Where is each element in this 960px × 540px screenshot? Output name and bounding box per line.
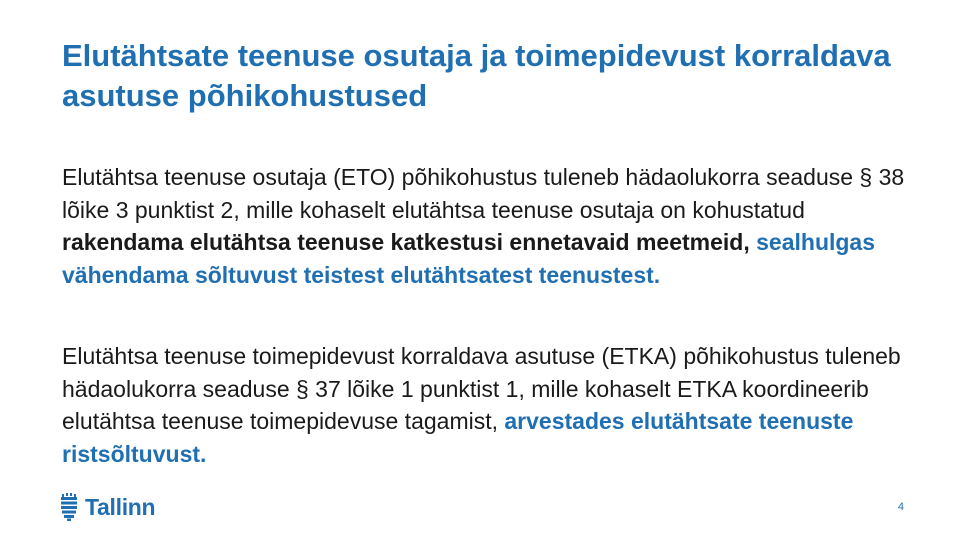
paragraph-etka-highlight: arvestades elutähtsate teenuste ristsõltuvust.: [62, 408, 854, 467]
paragraph-etka: [62, 340, 922, 470]
paragraph-etka-text: Elutähtsa teenuse toimepidevust korraldava asutuse (ETKA) põhikohustus tuleneb hädaolukorra seaduse § 37 lõike 1 punktist 1, mille kohaselt ETKA koordineerib elutähtsa teenuse toimepidevuse tagamist,: [62, 343, 901, 434]
paragraph-eto-bold: rakendama elutähtsa teenuse katkestusi ennetavaid meetmeid,: [62, 229, 750, 255]
paragraph-eto-text: Elutähtsa teenuse osutaja (ETO) põhikohustus tuleneb hädaolukorra seaduse § 38 lõike 3 punktist 2, mille kohaselt elutähtsa teenuse osutaja on kohustatud: [62, 164, 905, 223]
tallinn-crest-icon: [60, 493, 78, 521]
logo-text: Tallinn: [85, 494, 156, 520]
paragraph-eto-highlight: sealhulgas vähendama sõltuvust teistest elutähtsatest teenustest.: [62, 229, 876, 288]
slide-title: Elutähtsate teenuse osutaja ja toimepidevust korraldava asutuse põhikohustused: [62, 38, 891, 113]
tallinn-logo: [60, 492, 155, 522]
page-number: 4: [897, 501, 904, 513]
paragraph-eto: [62, 161, 922, 291]
